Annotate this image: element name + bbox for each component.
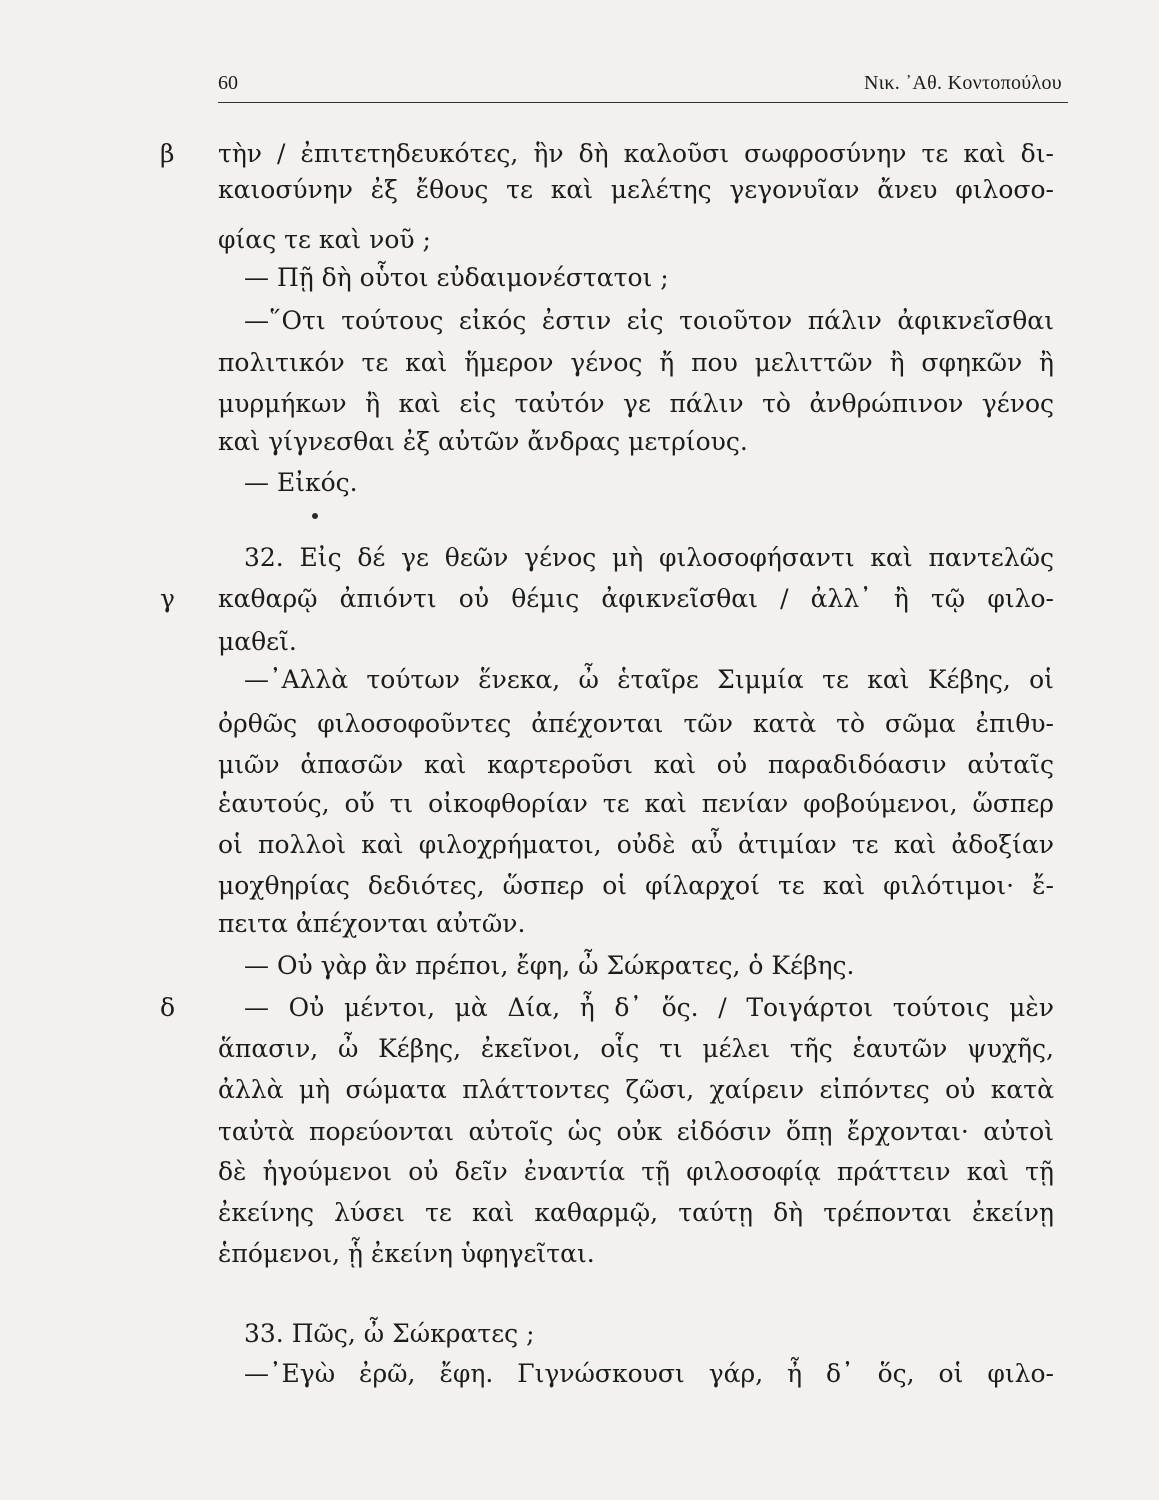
text-line: φίας τε καὶ νοῦ ; — [218, 225, 431, 254]
text-line: μυρμήκων ἢ καὶ εἰς ταὐτόν γε πάλιν τὸ ἀνθρώπινον γένος — [218, 389, 1054, 418]
margin-mark-beta: β — [160, 139, 175, 168]
ink-dot — [312, 513, 318, 519]
text-line: οἱ πολλοὶ καὶ φιλοχρήματοι, οὐδὲ αὖ ἀτιμίαν τε καὶ ἀδοξίαν — [218, 830, 1054, 859]
text-line: ταὐτὰ πορεύονται αὐτοῖς ὡς οὐκ εἰδόσιν ὅπῃ ἔρχονται· αὐτοὶ — [218, 1117, 1054, 1146]
text-line: — Πῇ δὴ οὗτοι εὐδαιμονέστατοι ; — [244, 263, 669, 292]
page-number: 60 — [218, 72, 238, 94]
text-line: πειτα ἀπέχονται αὐτῶν. — [218, 909, 526, 938]
text-line: ἑαυτούς, οὔ τι οἰκοφθορίαν τε καὶ πενίαν φοβούμενοι, ὥσπερ — [218, 789, 1054, 818]
text-line: πολιτικόν τε καὶ ἥμερον γένος ἤ που μελιττῶν ἢ σφηκῶν ἢ — [218, 348, 1054, 377]
running-head: Νικ. ᾿Αθ. Κοντοπούλου — [863, 72, 1062, 94]
text-line: ὀρθῶς φιλοσοφοῦντες ἀπέχονται τῶν κατὰ τὸ σῶμα ἐπιθυ- — [218, 709, 1054, 738]
text-line: τὴν / ἐπιτετηδευκότες, ἣν δὴ καλοῦσι σωφροσύνην τε καὶ δι- — [218, 139, 1054, 168]
text-line: ἅπασιν, ὦ Κέβης, ἐκεῖνοι, οἷς τι μέλει τῆς ἑαυτῶν ψυχῆς, — [218, 1034, 1054, 1063]
text-line: — Εἰκός. — [244, 468, 358, 497]
text-line: μαθεῖ. — [218, 627, 297, 656]
margin-mark-delta: δ — [160, 993, 176, 1022]
text-line: μοχθηρίας δεδιότες, ὥσπερ οἱ φίλαρχοί τε καὶ φιλότιμοι· ἔ- — [218, 871, 1054, 900]
text-line: ἑπόμενοι, ᾗ ἐκείνη ὑφηγεῖται. — [218, 1239, 595, 1268]
text-line: ἐκείνης λύσει τε καὶ καθαρμῷ, ταύτῃ δὴ τρέπονται ἐκείνῃ — [218, 1198, 1054, 1227]
text-line: μιῶν ἁπασῶν καὶ καρτεροῦσι καὶ οὐ παραδιδόασιν αὐταῖς — [218, 750, 1054, 779]
text-line: —῞Οτι τούτους εἰκός ἐστιν εἰς τοιοῦτον πάλιν ἀφικνεῖσθαι — [244, 306, 1054, 335]
text-line: 33. Πῶς, ὦ Σώκρατες ; — [244, 1319, 535, 1348]
text-line: —᾿Εγὼ ἐρῶ, ἔφη. Γιγνώσκουσι γάρ, ἦ δ᾿ ὅς, οἱ φιλο- — [244, 1359, 1054, 1388]
text-line: 32. Εἰς δέ γε θεῶν γένος μὴ φιλοσοφήσαντι καὶ παντελῶς — [244, 543, 1054, 572]
text-line: καθαρῷ ἀπιόντι οὐ θέμις ἀφικνεῖσθαι / ἀλλ᾿ ἢ τῷ φιλο- — [218, 584, 1054, 613]
text-line: ἀλλὰ μὴ σώματα πλάττοντες ζῶσι, χαίρειν εἰπόντες οὐ κατὰ — [218, 1075, 1054, 1104]
text-line: — Οὐ γὰρ ἂν πρέποι, ἔφη, ὦ Σώκρατες, ὁ Κέβης. — [244, 951, 855, 980]
text-line: —᾿Αλλὰ τούτων ἕνεκα, ὦ ἑταῖρε Σιμμία τε καὶ Κέβης, οἱ — [244, 665, 1054, 694]
text-line: καιοσύνην ἐξ ἔθους τε καὶ μελέτης γεγονυῖαν ἄνευ φιλοσο- — [218, 175, 1054, 204]
margin-mark-gamma: γ — [160, 584, 175, 613]
text-line: δὲ ἡγούμενοι οὐ δεῖν ἐναντία τῇ φιλοσοφίᾳ πράττειν καὶ τῇ — [218, 1157, 1054, 1186]
text-line: καὶ γίγνεσθαι ἐξ αὐτῶν ἄνδρας μετρίους. — [218, 427, 748, 456]
text-line: — Οὐ μέντοι, μὰ Δία, ἦ δ᾿ ὅς. / Τοιγάρτοι τούτοις μὲν — [244, 993, 1054, 1022]
page-header — [218, 68, 1068, 103]
